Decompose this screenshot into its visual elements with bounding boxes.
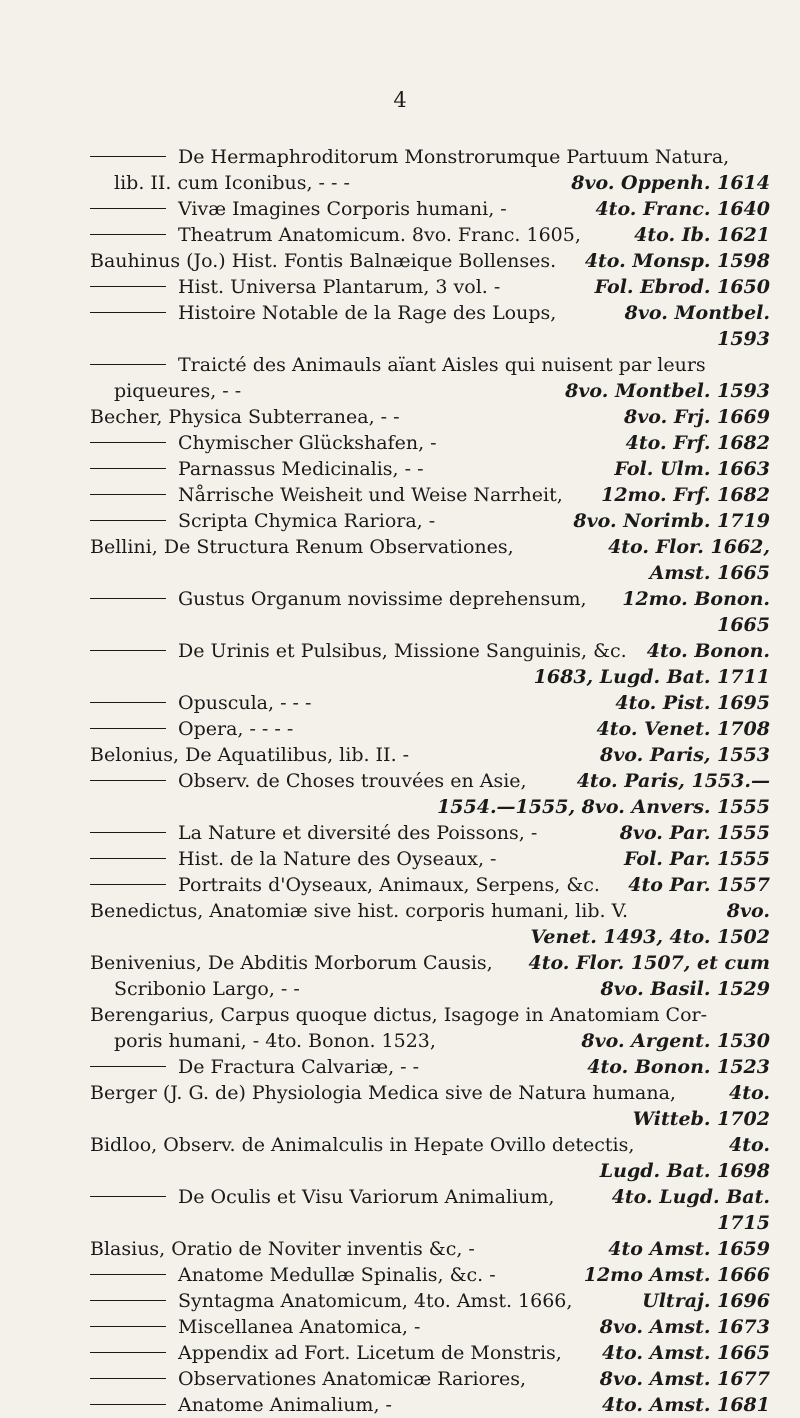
entry-imprint: 4to. Paris, 1553.—: [576, 770, 770, 792]
entry-imprint: 4to.: [729, 1082, 770, 1104]
ditto-dash: [90, 286, 166, 287]
entry-imprint: Ultraj. 1696: [642, 1290, 770, 1312]
entry-title: [90, 586, 612, 612]
entry-title: [90, 1262, 574, 1288]
ditto-dash: [90, 1300, 166, 1301]
entry-imprint: 4to.: [729, 1134, 770, 1156]
entry-title: [90, 846, 614, 872]
ditto-dash: [90, 650, 166, 651]
entry-imprint: 8vo. Argent. 1530: [581, 1030, 770, 1052]
entry-title: [90, 898, 717, 924]
entry-title-text: Anatome Animalium, -: [178, 1394, 392, 1416]
entry-line: [90, 1132, 770, 1158]
entry-line: [90, 1340, 770, 1366]
ditto-dash: [90, 702, 166, 703]
entry-imprint: 4to. Amst. 1681: [602, 1394, 770, 1416]
entry-title-text: Theatrum Anatomicum. 8vo. Franc. 1605,: [178, 224, 581, 246]
entry-title-text: Anatome Medullæ Spinalis, &c. -: [178, 1264, 496, 1286]
entry-line: [90, 1158, 770, 1184]
entry-title-text: Benedictus, Anatomiæ sive hist. corporis humani, lib. V.: [90, 900, 629, 922]
entry-title: [90, 1340, 592, 1366]
entry-title-text: Hist. de la Nature des Oyseaux, -: [178, 848, 497, 870]
ditto-dash: [90, 598, 166, 599]
ditto-dash: [90, 442, 166, 443]
ditto-dash: [90, 780, 166, 781]
ditto-dash: [90, 156, 166, 157]
ditto-dash: [90, 208, 166, 209]
entry-title-text: poris humani, - 4to. Bonon. 1523,: [114, 1030, 436, 1052]
entry-line: [90, 1002, 770, 1028]
entry-title: [90, 690, 605, 716]
entry-line: [90, 508, 770, 534]
entry-line: [90, 378, 770, 404]
entry-imprint: 4to. Bonon. 1523: [587, 1056, 770, 1078]
entry-title: [90, 1054, 577, 1080]
entry-title: [90, 144, 770, 170]
entry-title-text: Histoire Notable de la Rage des Loups,: [178, 302, 557, 324]
entry-title-text: Berengarius, Carpus quoque dictus, Isagoge in Anatomiam Cor-: [90, 1004, 708, 1026]
ditto-dash: [90, 494, 166, 495]
entry-line: [90, 846, 770, 872]
ditto-dash: [90, 884, 166, 885]
entry-line: [90, 144, 770, 170]
entry-line: [90, 586, 770, 612]
entry-title-text: Scripta Chymica Rariora, -: [178, 510, 436, 532]
entry-title: [90, 482, 591, 508]
entry-imprint: Fol. Par. 1555: [623, 848, 770, 870]
entry-line: [90, 300, 770, 326]
entry-title: [90, 248, 575, 274]
entry-imprint: 4to. Ib. 1621: [634, 224, 770, 246]
entry-imprint: 1683, Lugd. Bat. 1711: [533, 666, 770, 688]
entry-title: [90, 222, 624, 248]
entry-title: [114, 1028, 571, 1054]
entry-line: [90, 1392, 770, 1418]
entry-line: [90, 482, 770, 508]
entry-line: [90, 768, 770, 794]
entry-title-text: Blasius, Oratio de Noviter inventis &c, -: [90, 1238, 475, 1260]
entry-imprint: 8vo. Oppenh. 1614: [571, 172, 770, 194]
ditto-dash: [90, 1352, 166, 1353]
entry-imprint: 12mo Amst. 1666: [583, 1264, 770, 1286]
ditto-dash: [90, 312, 166, 313]
entry-line: [90, 196, 770, 222]
entry-title-text: Miscellanea Anatomica, -: [178, 1316, 421, 1338]
entry-imprint: 4to Amst. 1659: [608, 1238, 770, 1260]
entry-line: [90, 690, 770, 716]
ditto-dash: [90, 1378, 166, 1379]
entry-imprint: Venet. 1493, 4to. 1502: [530, 926, 770, 948]
entry-line: [90, 1366, 770, 1392]
entry-list: [90, 144, 770, 1418]
entry-title-text: De Oculis et Visu Variorum Animalium,: [178, 1186, 555, 1208]
entry-line: [90, 794, 770, 820]
entry-title-text: Opuscula, - - -: [178, 692, 312, 714]
entry-title: [90, 1236, 598, 1262]
entry-line: [90, 404, 770, 430]
entry-title: [90, 742, 590, 768]
entry-imprint: 4to. Flor. 1662,: [608, 536, 770, 558]
entry-title-text: Bidloo, Observ. de Animalculis in Hepate Ovillo detectis,: [90, 1134, 635, 1156]
entry-line: [90, 612, 770, 638]
ditto-dash: [90, 1404, 166, 1405]
entry-imprint: 1554.—1555, 8vo. Anvers. 1555: [437, 796, 770, 818]
entry-title: [90, 1392, 592, 1418]
entry-line: [90, 326, 770, 352]
entry-imprint: 8vo. Montbel. 1593: [565, 380, 770, 402]
entry-line: [90, 1288, 770, 1314]
entry-title: [90, 716, 587, 742]
entry-title: [90, 274, 585, 300]
entry-title: [90, 1002, 770, 1028]
entry-imprint: 8vo. Montbel.: [624, 302, 770, 324]
entry-title: [90, 456, 604, 482]
ditto-dash: [90, 1326, 166, 1327]
entry-imprint: 1593: [717, 328, 770, 350]
entry-title-text: Chymischer Glückshafen, -: [178, 432, 437, 454]
entry-title: [90, 872, 618, 898]
entry-imprint: 4to Par. 1557: [628, 874, 770, 896]
entry-imprint: 4to. Frf. 1682: [625, 432, 770, 454]
entry-line: [90, 1236, 770, 1262]
entry-title-text: Parnassus Medicinalis, - -: [178, 458, 424, 480]
entry-imprint: Fol. Ebrod. 1650: [594, 276, 770, 298]
entry-imprint: 4to. Amst. 1665: [602, 1342, 770, 1364]
entry-title: [90, 1314, 590, 1340]
entry-title-text: Opera, - - - -: [178, 718, 294, 740]
entry-line: [90, 1262, 770, 1288]
entry-title-text: De Fractura Calvariæ, - -: [178, 1056, 420, 1078]
entry-title-text: De Urinis et Pulsibus, Missione Sanguinis, &c.: [178, 640, 627, 662]
ditto-dash: [90, 364, 166, 365]
entry-line: [90, 274, 770, 300]
entry-title-text: Observ. de Choses trouvées en Asie,: [178, 770, 527, 792]
ditto-dash: [90, 1196, 166, 1197]
entry-title-text: lib. II. cum Iconibus, - - -: [114, 172, 350, 194]
entry-line: [90, 1054, 770, 1080]
entry-imprint: Witteb. 1702: [632, 1108, 770, 1130]
entry-title-text: Portraits d'Oyseaux, Animaux, Serpens, &c.: [178, 874, 600, 896]
entry-line: [90, 1080, 770, 1106]
entry-title-text: Nårrische Weisheit und Weise Narrheit,: [178, 484, 563, 506]
entry-imprint: 4to. Monsp. 1598: [584, 250, 770, 272]
entry-title: [90, 1288, 632, 1314]
entry-imprint: 4to. Venet. 1708: [596, 718, 770, 740]
entry-line: [90, 638, 770, 664]
entry-title: [90, 352, 770, 378]
entry-title: [114, 378, 555, 404]
entry-line: [90, 820, 770, 846]
entry-title: [90, 768, 567, 794]
entry-line: [90, 456, 770, 482]
entry-line: [90, 1210, 770, 1236]
ditto-dash: [90, 728, 166, 729]
entry-line: [90, 248, 770, 274]
entry-title: [90, 1366, 590, 1392]
entry-imprint: 4to. Pist. 1695: [615, 692, 770, 714]
entry-imprint: 8vo. Amst. 1673: [599, 1316, 770, 1338]
entry-title-text: Vivæ Imagines Corporis humani, -: [178, 198, 507, 220]
entry-title-text: Observationes Anatomicæ Rariores,: [178, 1368, 527, 1390]
entry-imprint: 4to. Bonon.: [646, 640, 770, 662]
entry-imprint: 12mo. Frf. 1682: [601, 484, 770, 506]
entry-title: [90, 300, 615, 326]
entry-line: [90, 950, 770, 976]
entry-title: [90, 430, 616, 456]
entry-title: [114, 976, 591, 1002]
entry-title-text: De Hermaphroditorum Monstrorumque Partuum Natura,: [178, 146, 730, 168]
entry-imprint: 8vo. Frj. 1669: [624, 406, 770, 428]
entry-title: [90, 196, 585, 222]
entry-imprint: 8vo. Basil. 1529: [600, 978, 770, 1000]
entry-imprint: 8vo. Norimb. 1719: [573, 510, 770, 532]
entry-imprint: 8vo.: [726, 900, 770, 922]
ditto-dash: [90, 832, 166, 833]
entry-line: [90, 872, 770, 898]
entry-title: [90, 404, 614, 430]
entry-title-text: Appendix ad Fort. Licetum de Monstris,: [178, 1342, 562, 1364]
entry-imprint: Fol. Ulm. 1663: [614, 458, 770, 480]
entry-title: [90, 1132, 719, 1158]
entry-title: [90, 534, 598, 560]
entry-imprint: Amst. 1665: [649, 562, 770, 584]
entry-line: [90, 664, 770, 690]
entry-imprint: Lugd. Bat. 1698: [599, 1160, 770, 1182]
entry-line: [90, 742, 770, 768]
entry-title: [90, 1184, 602, 1210]
entry-title-text: Scribonio Largo, - -: [114, 978, 300, 1000]
entry-title-text: piqueures, - -: [114, 380, 242, 402]
entry-title-text: Syntagma Anatomicum, 4to. Amst. 1666,: [178, 1290, 573, 1312]
entry-line: [90, 534, 770, 560]
entry-title: [90, 508, 563, 534]
ditto-dash: [90, 520, 166, 521]
entry-line: [90, 1028, 770, 1054]
entry-line: [90, 898, 770, 924]
ditto-dash: [90, 234, 166, 235]
ditto-dash: [90, 858, 166, 859]
entry-title: [90, 820, 610, 846]
entry-line: [90, 170, 770, 196]
entry-title-text: Hist. Universa Plantarum, 3 vol. -: [178, 276, 501, 298]
entry-title-text: Belonius, De Aquatilibus, lib. II. -: [90, 744, 410, 766]
entry-line: [90, 976, 770, 1002]
entry-line: [90, 924, 770, 950]
entry-title: [90, 638, 637, 664]
entry-title: [90, 1080, 719, 1106]
entry-line: [90, 430, 770, 456]
entry-imprint: 8vo. Paris, 1553: [600, 744, 770, 766]
entry-title-text: Berger (J. G. de) Physiologia Medica sive de Natura humana,: [90, 1082, 676, 1104]
entry-line: [90, 222, 770, 248]
entry-line: [90, 1106, 770, 1132]
page-number: 4: [393, 88, 407, 112]
entry-imprint: 8vo. Par. 1555: [619, 822, 770, 844]
entry-imprint: 4to. Lugd. Bat.: [611, 1186, 770, 1208]
entry-line: [90, 560, 770, 586]
entry-imprint: 4to. Franc. 1640: [595, 198, 770, 220]
entry-title-text: Gustus Organum novissime deprehensum,: [178, 588, 587, 610]
entry-title-text: Becher, Physica Subterranea, - -: [90, 406, 400, 428]
entry-line: [90, 716, 770, 742]
entry-title-text: Bauhinus (Jo.) Hist. Fontis Balnæique Bollenses.: [90, 250, 557, 272]
ditto-dash: [90, 1274, 166, 1275]
entry-imprint: 4to. Flor. 1507, et cum: [528, 952, 770, 974]
ditto-dash: [90, 468, 166, 469]
entry-title-text: La Nature et diversité des Poissons, -: [178, 822, 538, 844]
entry-imprint: 1715: [717, 1212, 770, 1234]
entry-title-text: Bellini, De Structura Renum Observationes,: [90, 536, 514, 558]
entry-title-text: Benivenius, De Abditis Morborum Causis,: [90, 952, 493, 974]
entry-title-text: Traicté des Animauls aïant Aisles qui nuisent par leurs: [178, 354, 706, 376]
entry-imprint: 8vo. Amst. 1677: [599, 1368, 770, 1390]
entry-line: [90, 352, 770, 378]
entry-title: [90, 950, 518, 976]
entry-line: [90, 1314, 770, 1340]
entry-imprint: 12mo. Bonon.: [622, 588, 770, 610]
entry-imprint: 1665: [717, 614, 770, 636]
ditto-dash: [90, 1066, 166, 1067]
entry-line: [90, 1184, 770, 1210]
entry-title: [114, 170, 561, 196]
